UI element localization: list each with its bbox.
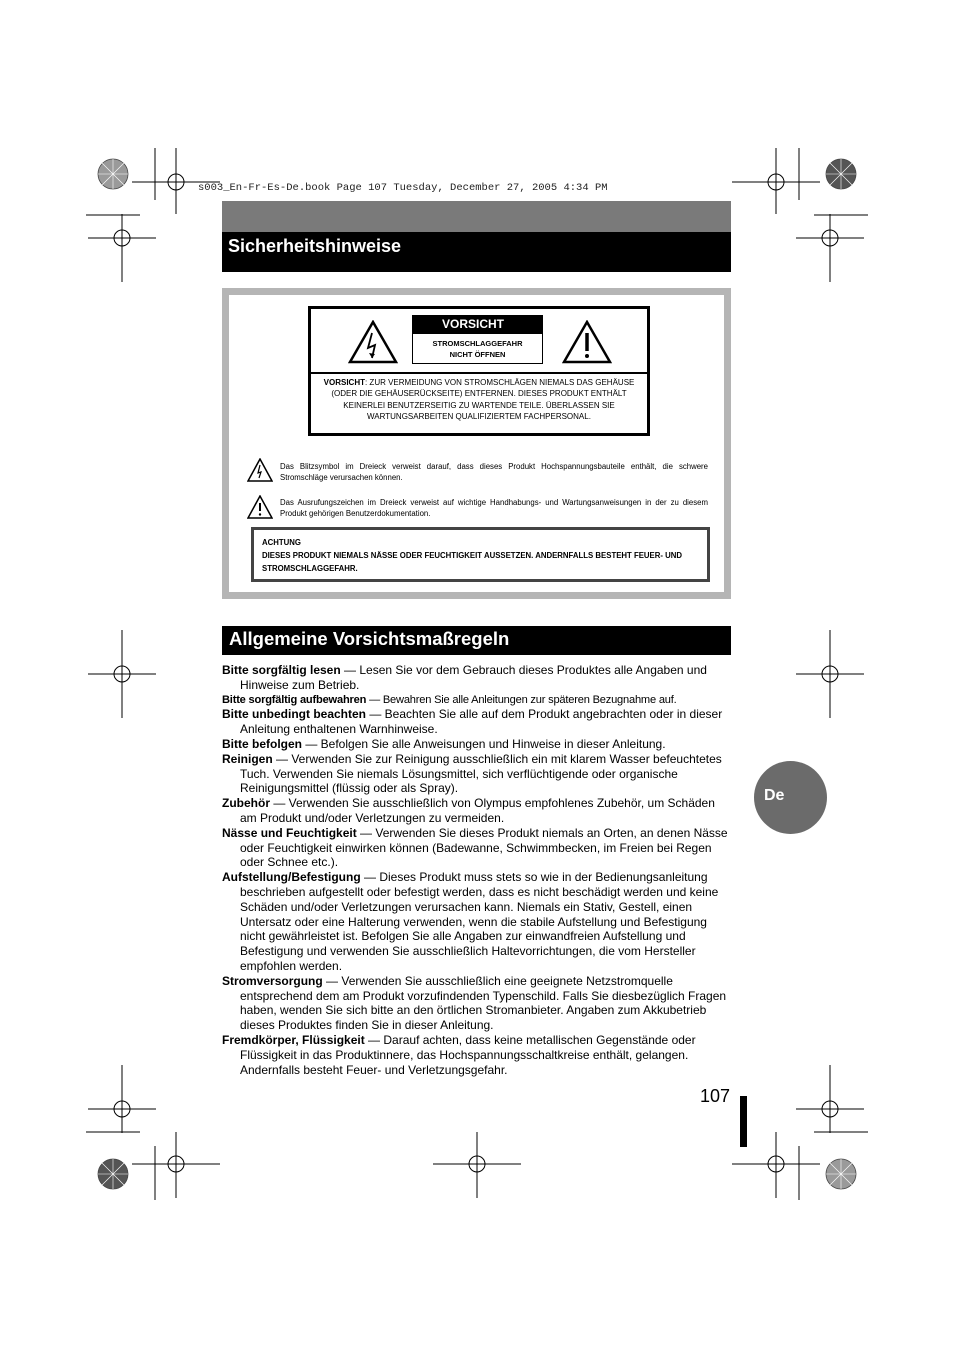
language-tab-label: De xyxy=(764,787,785,804)
exclamation-triangle-icon xyxy=(562,320,612,364)
precaution-item xyxy=(222,1033,734,1077)
precaution-text: — Dieses Produkt muss stets so wie in der Bedienungsanleitung beschrieben aufgestellt oder befestigt werden, dass es nicht beschädigt werden und keine Schäden und/oder Verletzungen verursachen kann. Niemals ein Stativ, Gestell, einen Untersatz oder eine Halterung verwenden, wenn die stabile Aufstellung und Befestigung nicht gewährleistet ist. Befolgen Sie alle Angaben zur einwandfreien Aufstellung und Befestigung und verwenden Sie ausschließlich Haltevorrichtungen, die vom Hersteller empfohlen werden. xyxy=(240,870,719,973)
precaution-text: — Befolgen Sie alle Anweisungen und Hinweise in dieser Anleitung. xyxy=(302,736,666,751)
precaution-term: Bitte sorgfältig aufbewahren xyxy=(222,693,367,706)
precaution-text: — Beachten Sie alle auf dem Produkt angebrachten oder in dieser Anleitung enthaltenen Warnhinweise. xyxy=(240,707,723,737)
vorsicht-sub-line1: STROMSCHLAGGEFAHR xyxy=(432,339,523,348)
general-title-bar xyxy=(222,626,731,655)
vorsicht-label: VORSICHT xyxy=(412,315,543,333)
vorsicht-text xyxy=(315,377,643,423)
precaution-item xyxy=(222,752,734,796)
achtung-label: ACHTUNG xyxy=(262,538,301,547)
precaution-term: Reinigen xyxy=(222,751,273,766)
safety-title: Sicherheitshinweise xyxy=(228,236,402,256)
precaution-item xyxy=(222,796,734,826)
precaution-item xyxy=(222,707,734,737)
precaution-term: Bitte unbedingt beachten xyxy=(222,707,366,722)
warning-panel-inner xyxy=(229,295,724,592)
precaution-term: Stromversorgung xyxy=(222,973,323,988)
exclamation-small-icon xyxy=(247,495,273,519)
vorsicht-text-rest: : ZUR VERMEIDUNG VON STROMSCHLÄGEN NIEMALS DAS GEHÄUSE (ODER DIE GEHÄUSERÜCKSEITE) ENTFERNEN. DIESES PRODUKT ENTHÄLT KEINERLEI BENUTZERSEITIG ZU WARTENDE TEILE. ÜBERLASSEN SIE WARTUNGSARBEITEN QUALIFIZIERTEM FACHPERSONAL. xyxy=(331,378,635,422)
precaution-text: — Verwenden Sie dieses Produkt niemals an Orten, an denen Nässe oder Feuchtigkeit einwirken können (Badewanne, Schwimmbecken, im Freien bei Regen oder Schnee etc.). xyxy=(240,825,728,870)
vorsicht-box xyxy=(308,306,650,436)
precaution-text: — Verwenden Sie ausschließlich eine geeignete Netzstromquelle entsprechend dem am Produkt vorzufindenden Typenschild. Falls Sie diesbezüglich Fragen haben, wenden Sie sich bitte an den örtlichen Stromanbieter. Angaben zum Akkubetrieb dieses Produktes finden Sie in dieser Anleitung. xyxy=(240,973,727,1033)
precaution-text: — Verwenden Sie ausschließlich von Olympus empfohlenes Zubehör, um Schäden am Produkt und/oder Verletzungen zu vermeiden. xyxy=(240,796,715,825)
precaution-item xyxy=(222,663,734,693)
vorsicht-text-bold: VORSICHT xyxy=(323,378,365,387)
precaution-text: — Bewahren Sie alle Anleitungen zur späteren Bezugnahme auf. xyxy=(366,693,677,706)
general-title: Allgemeine Vorsichtsmaßregeln xyxy=(229,628,510,649)
lightning-triangle-icon xyxy=(348,320,398,364)
precaution-term: Aufstellung/Befestigung xyxy=(222,870,361,885)
precaution-text: — Verwenden Sie zur Reinigung ausschließlich ein mit klarem Wasser befeuchtetes Tuch. Verwenden Sie niemals Lösungsmittel, sich verflüchtigende oder organische Reinigungsmittel (flüssig oder als Spray). xyxy=(240,751,722,796)
precaution-item xyxy=(222,737,734,752)
achtung-box xyxy=(251,527,710,582)
precautions-list xyxy=(222,663,734,1077)
warning-panel xyxy=(222,288,731,599)
lightning-note: Das Blitzsymbol im Dreieck verweist darauf, dass dieses Produkt Hochspannungsbauteile enthält, die schwere Stromschläge verursachen können. xyxy=(280,462,708,482)
header-gray-band xyxy=(222,201,731,232)
file-header-line: s003_En-Fr-Es-De.book Page 107 Tuesday, December 27, 2005 4:34 PM xyxy=(198,182,608,194)
safety-title-bar xyxy=(222,232,731,272)
precaution-text: — Lesen Sie vor dem Gebrauch dieses Produktes alle Angaben und Hinweise zum Betrieb. xyxy=(240,663,707,692)
language-tab xyxy=(754,761,827,834)
page-number: 107 xyxy=(700,1086,731,1106)
precaution-item xyxy=(222,826,734,870)
precaution-item xyxy=(222,974,734,1033)
precaution-term: Bitte befolgen xyxy=(222,736,302,751)
lightning-small-icon xyxy=(247,458,273,482)
vorsicht-sub-line2: NICHT ÖFFNEN xyxy=(449,350,506,359)
achtung-text: DIESES PRODUKT NIEMALS NÄSSE ODER FEUCHTIGKEIT AUSSETZEN. ANDERNFALLS BESTEHT FEUER- UND STROMSCHLAGGEFAHR. xyxy=(262,551,683,573)
precaution-item xyxy=(222,870,734,974)
precaution-item xyxy=(222,693,734,708)
exclamation-note: Das Ausrufungszeichen im Dreieck verweist auf wichtige Handhabungs- und Wartungsanweisungen in der zu diesem Produkt gehörigen Benutzerdokumentation. xyxy=(280,498,708,518)
precaution-term: Bitte sorgfältig lesen xyxy=(222,663,341,677)
vorsicht-sublabel xyxy=(412,333,543,364)
precaution-term: Nässe und Feuchtigkeit xyxy=(222,825,357,840)
precaution-term: Zubehör xyxy=(222,796,270,811)
page-edge-bar xyxy=(740,1096,747,1147)
vorsicht-top-row xyxy=(311,309,647,374)
precaution-term: Fremdkörper, Flüssigkeit xyxy=(222,1032,365,1047)
precaution-text: — Darauf achten, dass keine metallischen Gegenstände oder Flüssigkeit in das Produktinnere, das Hochspannungsschaltkreise enthält, gelangen. Andernfalls besteht Feuer- und Verletzungsgefahr. xyxy=(240,1032,696,1077)
